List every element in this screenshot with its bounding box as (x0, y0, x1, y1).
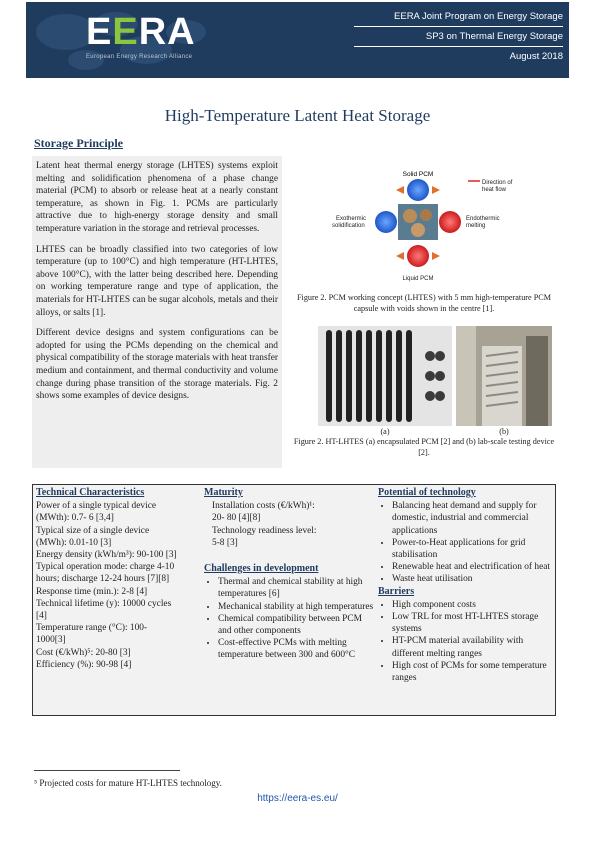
challenges-list (204, 576, 374, 661)
technical-line: Efficiency (%): 90-98 [4] (36, 659, 132, 670)
summary-table (32, 484, 556, 716)
principle-paragraph: Different device designs and system configurations can be adopted for using the PCMs depending on the chemical and physical compatibility of the storage materials with heat transfer medium and containment, and thermal conductivity and volume change during phase transition of the storage materials. Fig. 2 shows some examples of device designs. (36, 328, 278, 402)
maturity-challenges-column (204, 487, 374, 662)
challenge-item: • Cost-effective PCMs with melting temperature between 300 and 600°C (218, 637, 374, 661)
principle-paragraph: Latent heat thermal energy storage (LHTES) systems exploit melting and solidification phenomena of a phase change material (PCM) to absorb or release heat at a nearly constant temperature, as shown in Fig. 1. PCMs are particularly attractive due to high-energy storage density and small temperature variation in the storage and retrieval processes. (36, 161, 278, 234)
technical-line: Typical size of a single device (36, 525, 150, 536)
technical-line: (MWth): 0.7- 6 [3,4] (36, 513, 114, 524)
lab-scale-device-photo (456, 326, 552, 426)
storage-principle-heading: Storage Principle (34, 136, 123, 150)
potential-list (378, 500, 552, 585)
maturity-line: 5-8 [3] (212, 537, 238, 548)
direction-label: heat flow (482, 187, 507, 193)
page-title: High-Temperature Latent Heat Storage (164, 106, 431, 125)
potential-barriers-column (378, 487, 552, 684)
technical-line: Technical lifetime (y): 10000 cycles (36, 598, 172, 609)
logo-subtitle: European Energy Research Alliance (86, 54, 193, 60)
technical-line: (MWh): 0.01-10 [3] (36, 537, 112, 548)
subprogram-line: SP3 on Thermal Energy Storage (354, 27, 563, 47)
potential-item: • Balancing heat demand and supply for domestic, industrial and commercial applications (392, 500, 552, 537)
technical-line: Typical operation mode: charge 4-10 (36, 562, 175, 573)
exothermic-label: Exothermic (336, 216, 367, 222)
technical-line: Cost (€/kWh)⁵: 20-80 [3] (36, 647, 131, 658)
figure2-label-b: (b) (499, 427, 509, 436)
footnote: ⁵ Projected costs for mature HT-LHTES technology. (34, 778, 222, 788)
potential-item: • Waste heat utilisation (392, 573, 552, 585)
technical-line: 1000[3] (36, 635, 66, 646)
endothermic-sphere (439, 211, 461, 233)
endothermic-label: Endothermic (466, 216, 500, 222)
maturity-heading: Maturity (204, 487, 243, 498)
barrier-item: • HT-PCM material availability with different melting ranges (392, 635, 552, 659)
exothermic-sphere (375, 211, 397, 233)
eera-logo: EERA (86, 11, 196, 53)
potential-item: • Renewable heat and electrification of heat (392, 561, 552, 573)
barriers-heading: Barriers (378, 585, 415, 597)
technical-characteristics-column (36, 487, 206, 671)
encapsulated-pcm-photo (318, 326, 452, 426)
direction-label: Direction of (482, 180, 513, 186)
storage-principle-text (32, 156, 282, 468)
challenge-item: • Chemical compatibility between PCM and other components (218, 613, 374, 637)
barrier-item: • High component costs (392, 599, 552, 611)
exothermic-label: solidification (332, 223, 365, 229)
endothermic-label: melting (466, 223, 486, 229)
technical-line: hours; discharge 12-24 hours [7][8] (36, 574, 170, 585)
maturity-line: 20- 80 [4][8] (212, 513, 261, 524)
barriers-list (378, 599, 552, 684)
technical-line: [4] (36, 611, 47, 622)
maturity-line: Technology readiness level: (212, 525, 317, 536)
maturity-line: Installation costs (€/kWh)¹: (212, 501, 315, 512)
liquid-pcm-sphere (407, 245, 429, 267)
header-banner (26, 2, 569, 78)
technical-line: Temperature range (°C): 100- (36, 623, 148, 634)
website-link[interactable]: https://eera-es.eu/ (257, 793, 338, 804)
solid-pcm-sphere (407, 179, 429, 201)
figure2-label-a: (a) (380, 427, 390, 436)
barrier-item: • Low TRL for most HT-LHTES storage systems (392, 611, 552, 635)
potential-heading: Potential of technology (378, 487, 476, 498)
technical-line: Energy density (kWh/m³): 90-100 [3] (36, 550, 177, 561)
figure1-caption: Figure 2. PCM working concept (LHTES) with 5 mm high-temperature PCM capsule with voids shown in the centre [1]. (296, 293, 551, 313)
date-line: August 2018 (509, 51, 563, 62)
technical-line: Power of a single typical device (36, 501, 157, 512)
challenge-item: • Thermal and chemical stability at high temperatures [6] (218, 576, 374, 600)
potential-item: • Power-to-Heat applications for grid stabilisation (392, 537, 552, 561)
header-info (354, 7, 563, 66)
principle-paragraph: LHTES can be broadly classified into two categories of low temperature (up to 100°C) and high temperature (HT-LHTES, above 100°C), with the latter being described here. Depending on working temperature range and type of application, the materials for HT-LHTES can be sugar alcohols, metals and their alloys, or salts [1]. (36, 244, 278, 318)
footnote-divider (34, 770, 180, 771)
challenge-item: • Mechanical stability at high temperatures (218, 601, 374, 613)
challenges-heading: Challenges in development (204, 563, 319, 575)
pcm-working-concept-figure (318, 168, 548, 288)
technical-heading: Technical Characteristics (36, 487, 145, 498)
technical-line: Response time (min.): 2-8 [4] (36, 586, 148, 597)
liquid-pcm-label: Liquid PCM (402, 276, 434, 282)
barrier-item: • High cost of PCMs for some temperature ranges (392, 660, 552, 684)
figure2-caption: Figure 2. HT-LHTES (a) encapsulated PCM [2] and (b) lab-scale testing device [2]. (293, 437, 555, 457)
solid-pcm-label: Solid PCM (402, 171, 434, 178)
program-line: EERA Joint Program on Energy Storage (354, 7, 563, 27)
